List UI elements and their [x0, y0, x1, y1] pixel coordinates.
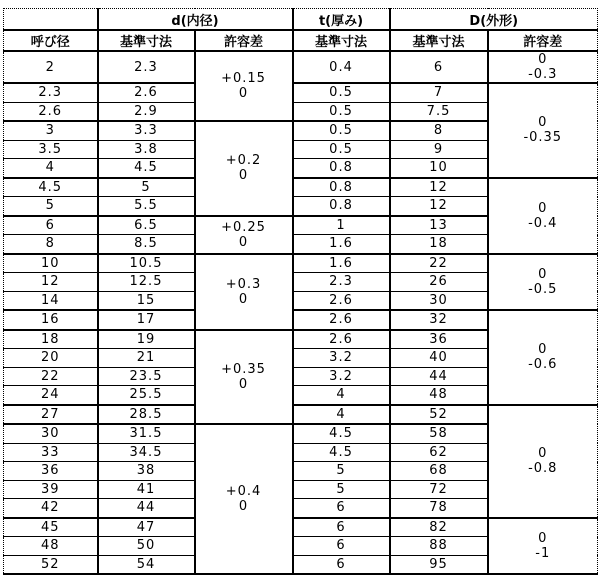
cell-d-basic: 50: [98, 537, 195, 556]
cell-nominal: 4.5: [4, 178, 98, 197]
cell-nominal: 18: [4, 330, 98, 349]
cell-d-basic: 31.5: [98, 424, 195, 443]
cell-D-basic: 18: [390, 235, 488, 254]
cell-d-basic: 4.5: [98, 159, 195, 178]
cell-D-basic: 12: [390, 197, 488, 216]
tolerance-line: 0: [538, 266, 548, 282]
cell-D-basic: 32: [390, 310, 488, 330]
cell-nominal: 45: [4, 518, 98, 537]
tolerance-line: 0: [538, 446, 548, 461]
cell-nominal: 4: [4, 159, 98, 178]
cell-t-basic: 0.8: [293, 159, 390, 178]
cell-t-basic: 0.4: [293, 51, 390, 83]
cell-d-basic: 10.5: [98, 254, 195, 273]
cell-nominal: 24: [4, 386, 98, 405]
tolerance-line: 0: [538, 52, 548, 67]
cell-D-basic: 7.5: [390, 102, 488, 121]
cell-d-basic: 25.5: [98, 386, 195, 405]
tolerance-line: -0.4: [528, 215, 558, 231]
cell-nominal: 2.6: [4, 102, 98, 121]
table-row: [4, 518, 598, 537]
tolerance-line: 0: [538, 530, 548, 546]
cell-D-tolerance: [488, 51, 598, 83]
cell-d-basic: 5.5: [98, 197, 195, 216]
cell-t-basic: 5: [293, 462, 390, 481]
cell-D-basic: 52: [390, 405, 488, 425]
cell-D-basic: 68: [390, 462, 488, 481]
cell-nominal: 36: [4, 462, 98, 481]
cell-nominal: 48: [4, 537, 98, 556]
cell-t-basic: 4: [293, 405, 390, 425]
cell-nominal: 20: [4, 349, 98, 368]
tolerance-line: -0.3: [528, 67, 558, 82]
cell-D-basic: 8: [390, 121, 488, 140]
corner-cell: [4, 9, 98, 31]
cell-D-basic: 62: [390, 443, 488, 462]
cell-nominal: 30: [4, 424, 98, 443]
tolerance-line: 0: [538, 342, 548, 358]
cell-d-tolerance: [195, 424, 293, 574]
cell-d-basic: 28.5: [98, 405, 195, 425]
cell-d-tolerance: [195, 216, 293, 254]
cell-d-basic: 44: [98, 499, 195, 518]
cell-D-basic: 10: [390, 159, 488, 178]
cell-t-basic: 1.6: [293, 254, 390, 273]
cell-d-basic: 34.5: [98, 443, 195, 462]
cell-t-basic: 6: [293, 555, 390, 574]
cell-d-basic: 54: [98, 555, 195, 574]
tolerance-line: 0: [238, 291, 249, 307]
cell-nominal: 42: [4, 499, 98, 518]
cell-t-basic: 5: [293, 480, 390, 499]
cell-D-basic: 48: [390, 386, 488, 405]
cell-D-basic: 78: [390, 499, 488, 518]
cell-d-basic: 5: [98, 178, 195, 197]
cell-D-basic: 95: [390, 555, 488, 574]
cell-t-basic: 3.2: [293, 349, 390, 368]
cell-D-basic: 22: [390, 254, 488, 273]
cell-nominal: 16: [4, 310, 98, 330]
cell-t-basic: 1: [293, 216, 390, 235]
cell-d-basic: 3.3: [98, 121, 195, 140]
cell-d-basic: 3.8: [98, 140, 195, 159]
cell-d-basic: 23.5: [98, 367, 195, 386]
cell-D-tolerance: [488, 310, 598, 405]
cell-d-basic: 38: [98, 462, 195, 481]
table-row: [4, 405, 598, 425]
cell-D-basic: 40: [390, 349, 488, 368]
cell-t-basic: 2.6: [293, 310, 390, 330]
tolerance-line: +0.25: [221, 219, 266, 235]
cell-d-basic: 19: [98, 330, 195, 349]
tolerance-line: +0.35: [221, 361, 266, 377]
tolerance-line: -1: [535, 545, 551, 561]
spec-table-body: [4, 51, 598, 574]
header-sub-2: 基準寸法: [293, 30, 390, 51]
cell-D-basic: 9: [390, 140, 488, 159]
cell-d-basic: 8.5: [98, 235, 195, 254]
cell-D-basic: 6: [390, 51, 488, 83]
cell-D-basic: 36: [390, 330, 488, 349]
tolerance-line: +0.4: [225, 484, 262, 499]
cell-nominal: 3: [4, 121, 98, 140]
cell-D-basic: 26: [390, 273, 488, 292]
header-sub-1: 許容差: [195, 30, 293, 51]
header-nominal: 呼び径: [4, 30, 98, 51]
cell-d-tolerance: [195, 121, 293, 216]
cell-d-basic: 2.3: [98, 51, 195, 83]
cell-d-basic: 17: [98, 310, 195, 330]
spec-table-header: [4, 9, 598, 52]
cell-t-basic: 6: [293, 518, 390, 537]
cell-D-basic: 58: [390, 424, 488, 443]
cell-D-basic: 44: [390, 367, 488, 386]
cell-nominal: 8: [4, 235, 98, 254]
cell-t-basic: 4.5: [293, 443, 390, 462]
cell-d-basic: 6.5: [98, 216, 195, 235]
cell-t-basic: 4: [293, 386, 390, 405]
tolerance-line: -0.35: [523, 130, 563, 146]
cell-D-basic: 30: [390, 291, 488, 310]
tolerance-line: 0: [238, 234, 249, 250]
tolerance-line: 0: [238, 86, 249, 101]
cell-d-basic: 12.5: [98, 273, 195, 292]
tolerance-line: -0.5: [528, 281, 558, 297]
cell-t-basic: 1.6: [293, 235, 390, 254]
cell-d-basic: 41: [98, 480, 195, 499]
cell-nominal: 2: [4, 51, 98, 83]
cell-t-basic: 6: [293, 499, 390, 518]
header-group-row: [4, 9, 598, 31]
table-row: [4, 83, 598, 102]
cell-d-tolerance: [195, 254, 293, 330]
cell-d-basic: 47: [98, 518, 195, 537]
cell-t-basic: 0.5: [293, 121, 390, 140]
cell-D-basic: 12: [390, 178, 488, 197]
tolerance-line: +0.15: [221, 71, 266, 86]
cell-D-basic: 88: [390, 537, 488, 556]
cell-nominal: 27: [4, 405, 98, 425]
tolerance-line: +0.3: [225, 276, 262, 292]
cell-nominal: 3.5: [4, 140, 98, 159]
cell-D-tolerance: [488, 254, 598, 311]
cell-nominal: 52: [4, 555, 98, 574]
tolerance-line: 0: [238, 376, 249, 392]
cell-t-basic: 4.5: [293, 424, 390, 443]
header-group-1: t(厚み): [293, 9, 390, 31]
cell-D-basic: 7: [390, 83, 488, 102]
cell-t-basic: 0.8: [293, 178, 390, 197]
table-row: [4, 178, 598, 197]
cell-t-basic: 2.6: [293, 330, 390, 349]
tolerance-line: -0.8: [528, 461, 558, 476]
cell-D-basic: 82: [390, 518, 488, 537]
cell-d-basic: 2.9: [98, 102, 195, 121]
cell-nominal: 14: [4, 291, 98, 310]
cell-nominal: 22: [4, 367, 98, 386]
cell-nominal: 2.3: [4, 83, 98, 102]
cell-D-tolerance: [488, 83, 598, 178]
spec-table: [3, 8, 598, 575]
cell-d-tolerance: [195, 51, 293, 121]
cell-t-basic: 2.3: [293, 273, 390, 292]
header-sub-4: 許容差: [488, 30, 598, 51]
cell-nominal: 5: [4, 197, 98, 216]
header-sub-0: 基準寸法: [98, 30, 195, 51]
table-row: [4, 51, 598, 83]
tolerance-line: 0: [538, 115, 548, 131]
cell-nominal: 33: [4, 443, 98, 462]
cell-d-basic: 21: [98, 349, 195, 368]
table-row: [4, 254, 598, 273]
tolerance-line: 0: [238, 499, 249, 514]
header-group-2: D(外形): [390, 9, 598, 31]
cell-D-tolerance: [488, 178, 598, 254]
cell-t-basic: 2.6: [293, 291, 390, 310]
header-group-0: d(内径): [98, 9, 293, 31]
tolerance-line: 0: [538, 200, 548, 216]
cell-d-basic: 15: [98, 291, 195, 310]
cell-D-basic: 72: [390, 480, 488, 499]
cell-t-basic: 0.5: [293, 83, 390, 102]
tolerance-line: -0.6: [528, 357, 558, 373]
cell-nominal: 12: [4, 273, 98, 292]
header-sub-row: [4, 30, 598, 51]
header-sub-3: 基準寸法: [390, 30, 488, 51]
cell-D-tolerance: [488, 518, 598, 575]
cell-D-basic: 13: [390, 216, 488, 235]
cell-D-tolerance: [488, 405, 598, 518]
cell-d-basic: 2.6: [98, 83, 195, 102]
tolerance-line: +0.2: [225, 153, 262, 169]
cell-t-basic: 6: [293, 537, 390, 556]
cell-nominal: 10: [4, 254, 98, 273]
cell-t-basic: 0.5: [293, 102, 390, 121]
cell-d-tolerance: [195, 330, 293, 425]
cell-t-basic: 0.5: [293, 140, 390, 159]
cell-t-basic: 0.8: [293, 197, 390, 216]
cell-nominal: 39: [4, 480, 98, 499]
cell-nominal: 6: [4, 216, 98, 235]
cell-t-basic: 3.2: [293, 367, 390, 386]
tolerance-line: 0: [238, 168, 249, 184]
table-row: [4, 310, 598, 330]
